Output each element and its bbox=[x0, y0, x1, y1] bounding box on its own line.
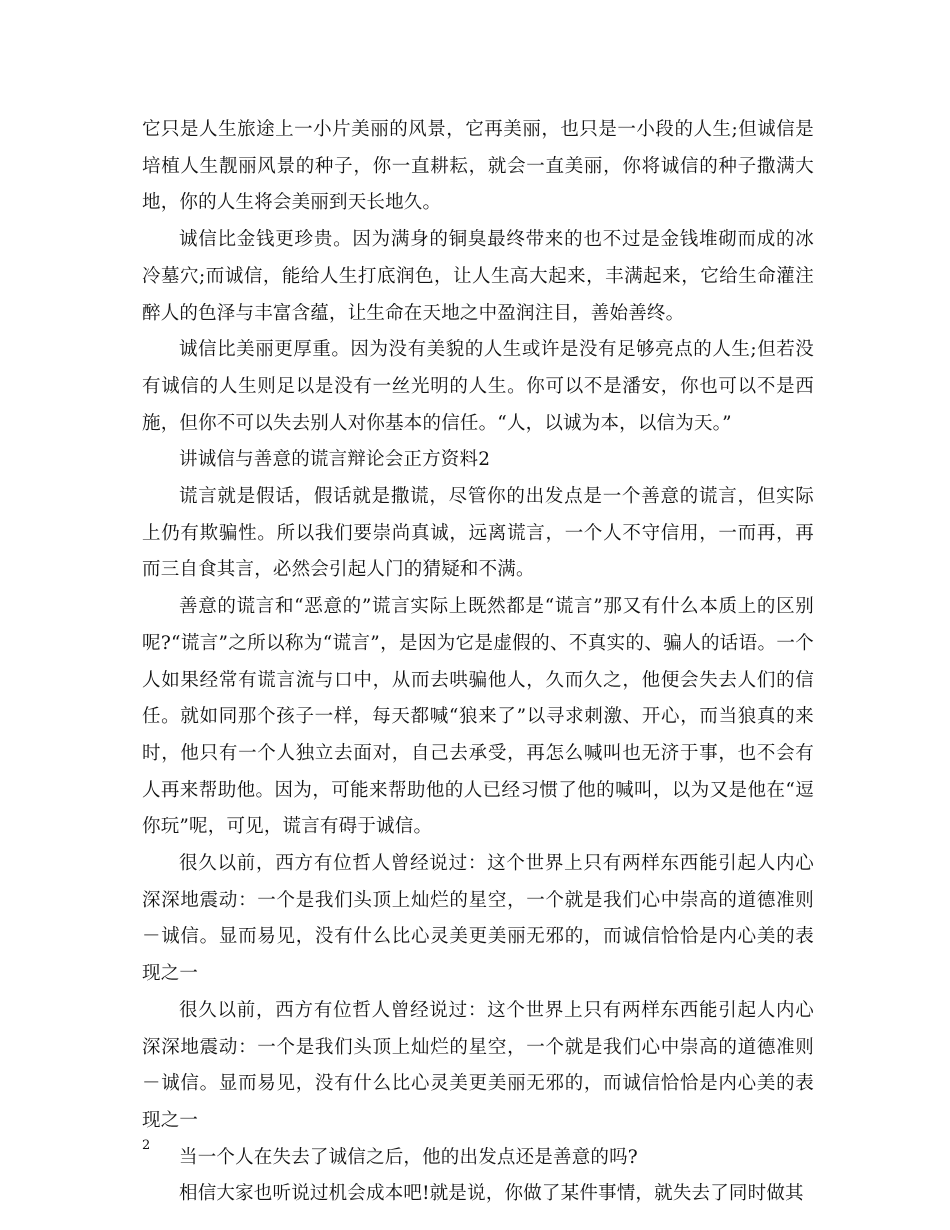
page-body bbox=[142, 112, 814, 1213]
paragraph: 善意的谎言和“恶意的”谎言实际上既然都是“谎言”那又有什么本质上的区别呢?“谎言”之所以称为“谎言”，是因为它是虚假的、不真实的、骗人的话语。一个人如果经常有谎言流与口中，从而去哄骗他人，久而久之，他便会失去人们的信任。就如同那个孩子一样，每天都喊“狼来了”以寻求刺激、开心，而当狼真的来时，他只有一个人独立去面对，自己去承受，再怎么喊叫也无济于事，也不会有人再来帮助他。因为，可能来帮助他的人已经习惯了他的喊叫，以为又是他在“逗你玩”呢，可见，谎言有碍于诚信。 bbox=[142, 596, 814, 838]
paragraph: 相信大家也听说过机会成本吧!就是说，你做了某件事情，就失去了同时做其 bbox=[179, 1183, 804, 1205]
paragraph: 很久以前，西方有位哲人曾经说过：这个世界上只有两样东西能引起人内心深深地震动：一个是我们头顶上灿烂的星空，一个就是我们心中崇高的道德准则－诚信。显而易见，没有什么比心灵美更美丽无邪的，而诚信恰恰是内心美的表现之一 bbox=[142, 999, 814, 1131]
paragraph: 它只是人生旅途上一小片美丽的风景，它再美丽，也只是一小段的人生;但诚信是培植人生靓丽风景的种子，你一直耕耘，就会一直美丽，你将诚信的种子撒满大地，你的人生将会美丽到天长地久。 bbox=[142, 119, 814, 214]
paragraph: 很久以前，西方有位哲人曾经说过：这个世界上只有两样东西能引起人内心深深地震动：一个是我们头顶上灿烂的星空，一个就是我们心中崇高的道德准则－诚信。显而易见，没有什么比心灵美更美丽无邪的，而诚信恰恰是内心美的表现之一 bbox=[142, 853, 814, 985]
page-number: 2 bbox=[142, 1138, 151, 1153]
paragraph: 诚信比美丽更厚重。因为没有美貌的人生或许是没有足够亮点的人生;但若没有诚信的人生则足以是没有一丝光明的人生。你可以不是潘安，你也可以不是西施，但你不可以失去别人对你基本的信任。“人，以诚为本，以信为天。” bbox=[142, 339, 814, 434]
section-heading: 讲诚信与善意的谎言辩论会正方资料2 bbox=[179, 449, 491, 471]
paragraph: 当一个人在失去了诚信之后，他的出发点还是善意的吗? bbox=[179, 1146, 638, 1168]
paragraph: 谎言就是假话，假话就是撒谎，尽管你的出发点是一个善意的谎言，但实际上仍有欺骗性。所以我们要崇尚真诚，远离谎言，一个人不守信用，一而再，再而三自食其言，必然会引起人门的猜疑和不满。 bbox=[142, 486, 814, 581]
paragraph: 诚信比金钱更珍贵。因为满身的铜臭最终带来的也不过是金钱堆砌而成的冰冷墓穴;而诚信，能给人生打底润色，让人生高大起来，丰满起来，它给生命灌注醉人的色泽与丰富含蕴，让生命在天地之中盈润注目，善始善终。 bbox=[142, 229, 814, 324]
